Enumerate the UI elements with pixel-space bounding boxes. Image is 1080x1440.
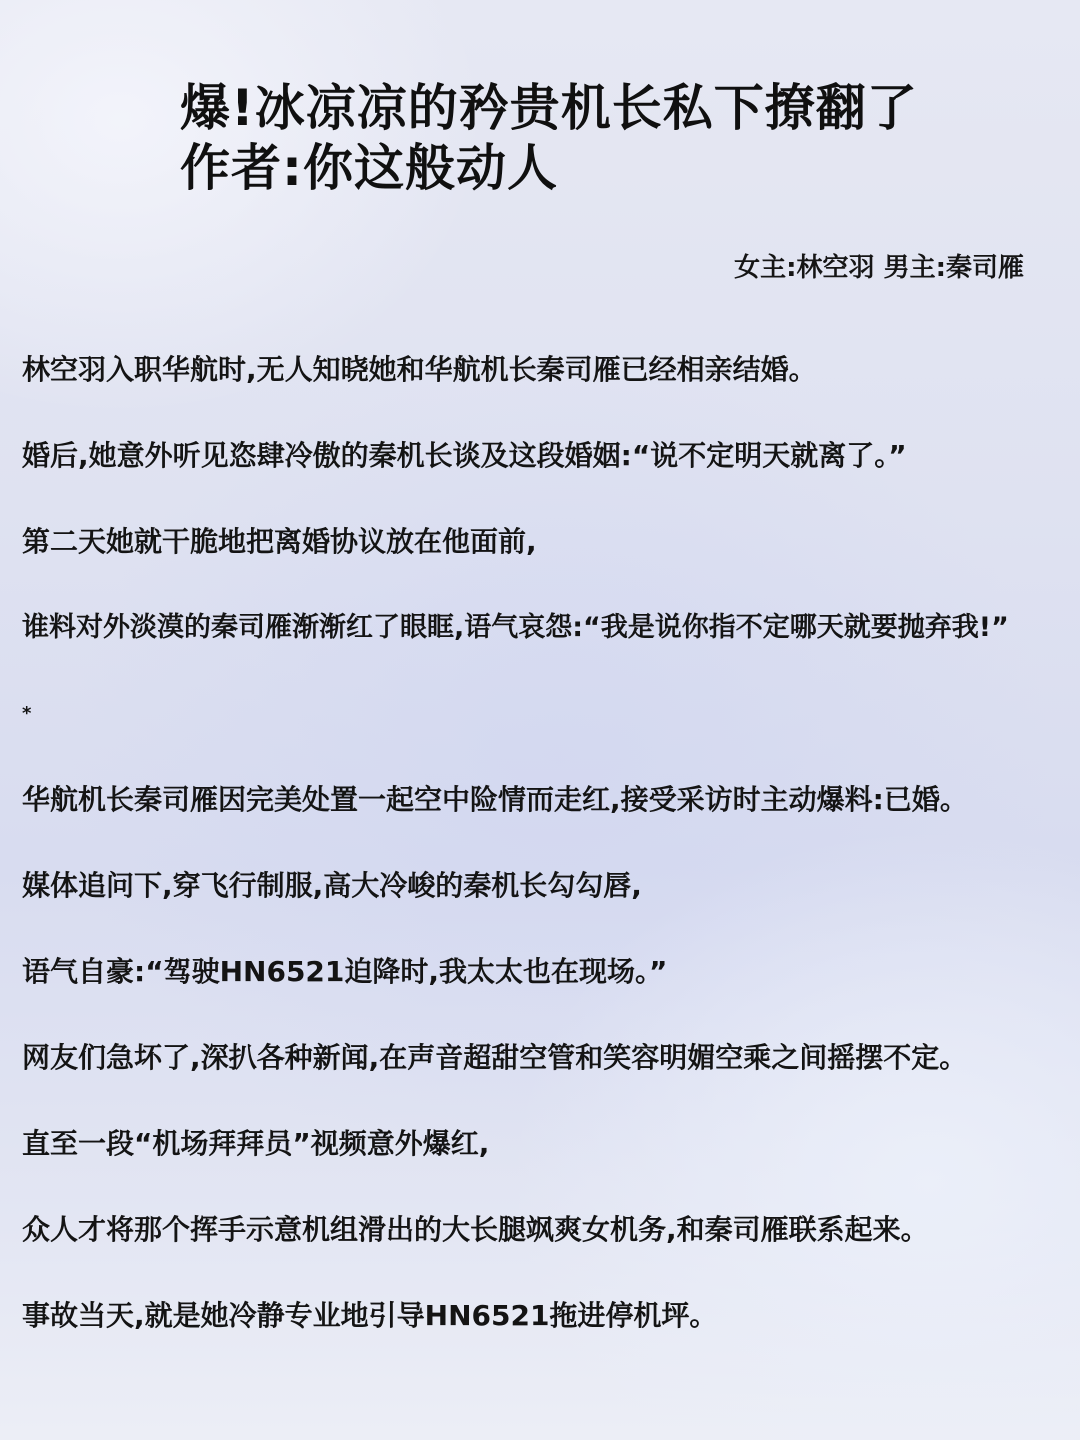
paragraph-1: 林空羽入职华航时,无人知晓她和华航机长秦司雁已经相亲结婚。 bbox=[22, 353, 817, 386]
paragraph-9: 直至一段“机场拜拜员”视频意外爆红, bbox=[22, 1127, 490, 1160]
paragraph-2: 婚后,她意外听见恣肆冷傲的秦机长谈及这段婚姻:“说不定明天就离了。” bbox=[22, 439, 907, 472]
synopsis bbox=[22, 351, 1072, 1383]
paragraph-5: 华航机长秦司雁因完美处置一起空中险情而走红,接受采访时主动爆料:已婚。 bbox=[22, 783, 968, 816]
paragraph-11: 事故当天,就是她冷静专业地引导HN6521拖进停机坪。 bbox=[22, 1299, 718, 1332]
paragraph-7: 语气自豪:“驾驶HN6521迫降时,我太太也在现场。” bbox=[22, 955, 668, 988]
author-line: 作者:你这般动人 bbox=[180, 139, 558, 197]
paragraph-8: 网友们急坏了,深扒各种新闻,在声音超甜空管和笑容明媚空乘之间摇摆不定。 bbox=[22, 1041, 968, 1074]
section-separator: * bbox=[22, 703, 32, 724]
title-block bbox=[180, 78, 918, 198]
paragraph-10: 众人才将那个挥手示意机组滑出的大长腿飒爽女机务,和秦司雁联系起来。 bbox=[22, 1213, 929, 1246]
paragraph-6: 媒体追问下,穿飞行制服,高大冷峻的秦机长勾勾唇, bbox=[22, 869, 642, 902]
book-title: 爆!冰凉凉的矜贵机长私下撩翻了 bbox=[180, 79, 918, 137]
paragraph-3: 第二天她就干脆地把离婚协议放在他面前, bbox=[22, 525, 537, 558]
paragraph-4: 谁料对外淡漠的秦司雁渐渐红了眼眶,语气哀怨:“我是说你指不定哪天就要抛弃我!” bbox=[22, 612, 1009, 643]
main-characters: 女主:林空羽 男主:秦司雁 bbox=[734, 253, 1024, 283]
